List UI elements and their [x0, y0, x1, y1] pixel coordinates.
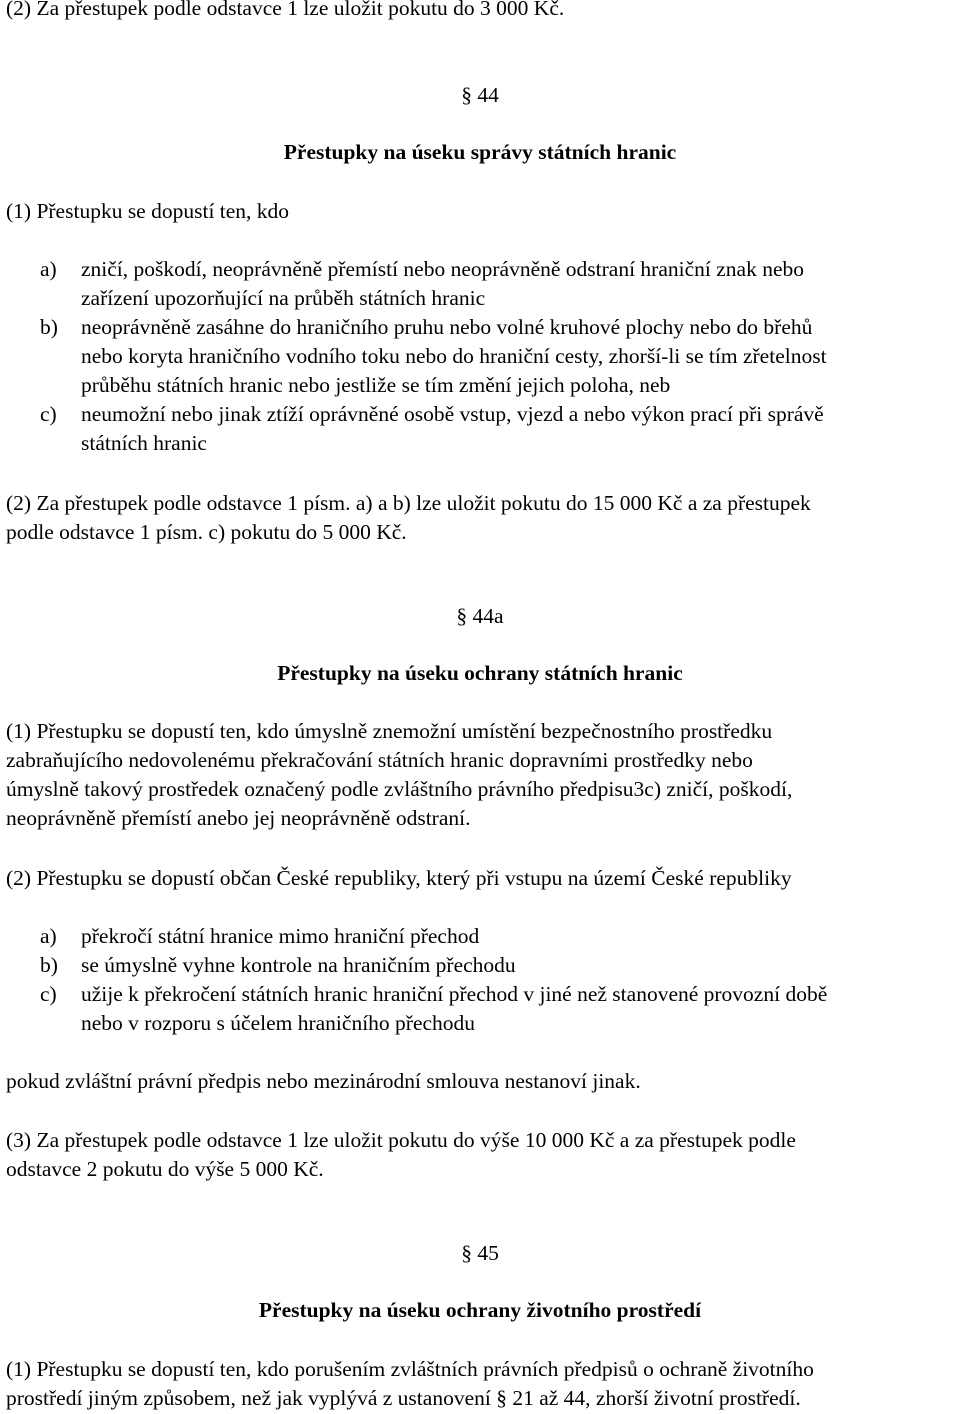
text-line: nebo koryta hraničního vodního toku nebo do hraniční cesty, zhorší-li se tím zřetelnost — [81, 344, 827, 368]
section-45-title: Přestupky na úseku ochrany životního prostředí — [258, 1298, 702, 1322]
text-line: (1) Přestupku se dopustí ten, kdo úmyslně znemožní umístění bezpečnostního prostředku — [6, 719, 773, 743]
text-line: neoprávněně přemístí anebo jej neoprávněně odstraní. — [6, 806, 471, 830]
section-44-heading — [440, 81, 520, 110]
item-text — [81, 980, 960, 1038]
item-marker: a) — [40, 257, 57, 281]
section-44a-paragraph-2-tail: pokud zvláštní právní předpis nebo mezinárodní smlouva nestanoví jinak. — [6, 1069, 641, 1093]
section-44a-title: Přestupky na úseku ochrany státních hranic — [277, 661, 683, 685]
section-sign: § — [461, 1241, 472, 1265]
text-line: (2) Za přestupek podle odstavce 1 písm. a) a b) lze uložit pokutu do 15 000 Kč a za přestupek — [6, 491, 811, 515]
text-line: (1) Přestupku se dopustí ten, kdo porušením zvláštních právních předpisů o ochraně životního — [6, 1357, 814, 1381]
text-line: (3) Za přestupek podle odstavce 1 lze uložit pokutu do výše 10 000 Kč a za přestupek podle — [6, 1128, 796, 1152]
section-sign: § — [456, 604, 468, 628]
section-number: 44a — [472, 604, 504, 628]
item-text — [81, 951, 960, 980]
text-line: nebo v rozporu s účelem hraničního přechodu — [81, 1011, 476, 1035]
text-line: neoprávněně zasáhne do hraničního pruhu nebo volné kruhové plochy nebo do břehů — [81, 315, 813, 339]
text-line: průběhu státních hranic nebo jestliže se tím změní jejich poloha, neb — [81, 373, 671, 397]
section-44a-paragraph-2-intro: (2) Přestupku se dopustí občan České republiky, který při vstupu na území České republiky — [6, 866, 792, 890]
item-marker: a) — [40, 924, 57, 948]
text-line: úmyslně takový prostředek označený podle zvláštního právního předpisu3c) zničí, poškodí, — [6, 777, 793, 801]
paragraph-2-prev-section: (2) Za přestupek podle odstavce 1 lze uložit pokutu do 3 000 Kč. — [6, 0, 565, 20]
section-44-paragraph-1-intro: (1) Přestupku se dopustí ten, kdo — [6, 199, 290, 223]
section-number: 45 — [477, 1241, 499, 1265]
section-44-title: Přestupky na úseku správy státních hranic — [283, 140, 677, 164]
item-marker: b) — [40, 953, 58, 977]
text-line: se úmyslně vyhne kontrole na hraničním přechodu — [81, 953, 516, 977]
text-line: užije k překročení státních hranic hraniční přechod v jiné než stanovené provozní době — [81, 982, 828, 1006]
text-line: překročí státní hranice mimo hraniční přechod — [81, 924, 480, 948]
section-45-heading — [440, 1239, 520, 1268]
text-line: odstavce 2 pokutu do výše 5 000 Kč. — [6, 1157, 324, 1181]
section-sign: § — [461, 83, 472, 107]
section-44a-paragraph-3 — [6, 1126, 796, 1184]
text-line: zařízení upozorňující na průběh státních hranic — [81, 286, 486, 310]
item-marker: c) — [40, 982, 57, 1006]
section-44-paragraph-2 — [6, 489, 811, 547]
text-line: státních hranic — [81, 431, 207, 455]
item-marker: c) — [40, 402, 57, 426]
item-text — [81, 255, 960, 313]
section-44a-paragraph-1 — [6, 717, 792, 833]
section-number: 44 — [477, 83, 499, 107]
item-marker: b) — [40, 315, 58, 339]
section-44a-heading — [430, 602, 530, 631]
text-line: zničí, poškodí, neoprávněně přemístí nebo neoprávněně odstraní hraniční znak nebo — [81, 257, 805, 281]
text-line: zabraňujícího nedovolenému překračování státních hranic dopravními prostředky nebo — [6, 748, 753, 772]
text-line: neumožní nebo jinak ztíží oprávněné osobě vstup, vjezd a nebo výkon prací při správě — [81, 402, 824, 426]
item-text — [81, 400, 960, 458]
item-text — [81, 313, 960, 400]
text-line: podle odstavce 1 písm. c) pokutu do 5 000 Kč. — [6, 520, 407, 544]
section-45-paragraph-1 — [6, 1355, 814, 1413]
item-text — [81, 922, 960, 951]
text-line: prostředí jiným způsobem, než jak vyplývá z ustanovení § 21 až 44, zhorší životní prostředí. — [6, 1386, 801, 1410]
